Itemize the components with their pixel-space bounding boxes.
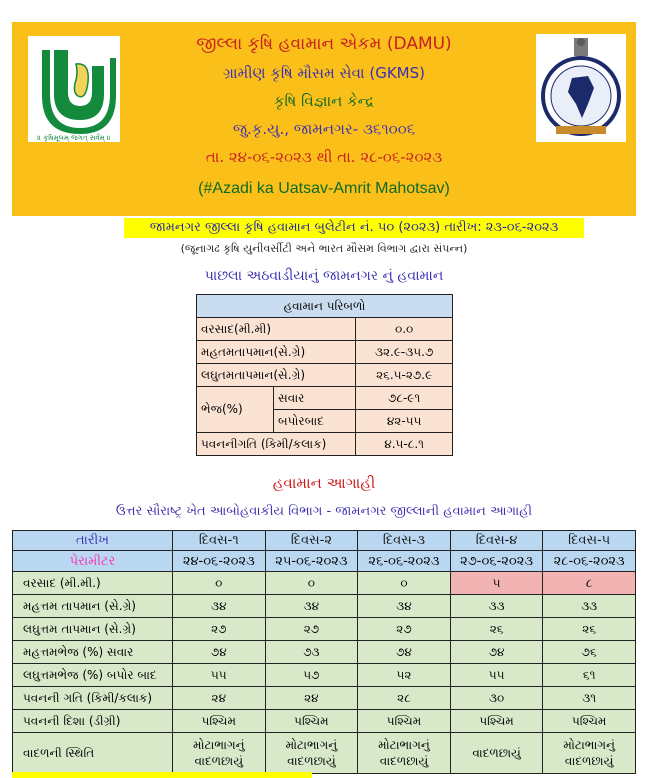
past-week-title: પાછલા અઠવાડીયાનું જામનગર નું હવામાન	[204, 268, 444, 284]
cell-value: ૩૪	[173, 595, 266, 618]
tmin-value: ૨૬.૫-૨૭.૯	[356, 364, 453, 387]
row-label: મહત્તમભેજ (%) સવાર	[13, 641, 173, 664]
kvk-title: કૃષિ વિજ્ઞાન કેન્દ્ર	[273, 92, 375, 110]
cell-value: ૫૨	[358, 664, 451, 687]
cell-value: પશ્ચિમ	[265, 710, 358, 733]
table-row	[13, 641, 636, 664]
cell-value: પશ્ચિમ	[358, 710, 451, 733]
forecast-title: હવામાન આગાહી	[272, 474, 376, 492]
tmin-label: લઘુતમતાપમાન(સે.ગ્રે)	[197, 364, 356, 387]
date-header: ૨૪-૦૬-૨૦૨૩	[173, 551, 266, 572]
date-header: ૨૬-૦૬-૨૦૨૩	[358, 551, 451, 572]
table-row	[13, 710, 636, 733]
table-row	[13, 595, 636, 618]
table-row	[13, 733, 636, 774]
col-date-header: તારીખ	[13, 531, 173, 551]
cell-value: પશ્ચિમ	[543, 710, 636, 733]
forecast-subtitle: ઉત્તર સૌરાષ્ટ્ર ખેત આબોહવાકીય વિભાગ - જામનગર જીલ્લાની હવામાન આગાહી	[115, 504, 533, 519]
tmax-label: મહતમતાપમાન(સે.ગ્રે)	[197, 341, 356, 364]
cell-value: ૨૭	[358, 618, 451, 641]
day-header: દિવસ-૪	[450, 531, 543, 551]
damu-title: જીલ્લા કૃષિ હવામાન એકમ (DAMU)	[196, 34, 452, 54]
cell-value: ૩૪	[358, 595, 451, 618]
cell-value: ૭૪	[173, 641, 266, 664]
forecast-table	[12, 530, 636, 774]
table-row	[13, 618, 636, 641]
col-param-header: પેરામીટર	[13, 551, 173, 572]
humidity-afternoon-value: ૪૨-૫૫	[356, 410, 453, 433]
cell-value: વાદળછાયું	[450, 733, 543, 774]
date-range: તા. ૨૪-૦૬-૨૦૨૩ થી તા. ૨૮-૦૬-૨૦૨૩	[205, 148, 443, 166]
cell-value: ૦	[358, 572, 451, 595]
cell-value: મોટાભાગનું વાદળછાયું	[265, 733, 358, 774]
cell-value: મોટાભાગનું વાદળછાયું	[543, 733, 636, 774]
cell-value: ૨૪	[173, 687, 266, 710]
table-row	[13, 687, 636, 710]
day-header: દિવસ-૫	[543, 531, 636, 551]
cell-value: મોટાભાગનું વાદળછાયું	[173, 733, 266, 774]
cell-value: ૨૮	[358, 687, 451, 710]
past-week-header: હવામાન પરિબળો	[197, 295, 453, 318]
header-banner	[12, 22, 636, 216]
humidity-label: ભેજ(%)	[197, 387, 274, 433]
bulletin-line: જામનગર જીલ્લા કૃષિ હવામાન બુલેટીન નં. ૫૦ (૨૦૨૩) તારીખ: ૨૩-૦૬-૨૦૨૩	[124, 218, 584, 238]
cell-value: ૩૧	[543, 687, 636, 710]
cell-value: ૫	[450, 572, 543, 595]
cell-value: ૮	[543, 572, 636, 595]
cell-value: ૭૩	[265, 641, 358, 664]
cell-value: ૨૭	[265, 618, 358, 641]
cell-value: ૩૦	[450, 687, 543, 710]
cell-value: પશ્ચિમ	[173, 710, 266, 733]
cell-value: ૩૩	[450, 595, 543, 618]
cell-value: ૩૩	[543, 595, 636, 618]
date-header: ૨૮-૦૬-૨૦૨૩	[543, 551, 636, 572]
cell-value: મોટાભાગનું વાદળછાયું	[358, 733, 451, 774]
table-row	[13, 572, 636, 595]
past-week-table	[196, 294, 453, 456]
day-header: દિવસ-૨	[265, 531, 358, 551]
cell-value: ૭૬	[543, 641, 636, 664]
tmax-value: ૩૨.૯-૩૫.૭	[356, 341, 453, 364]
row-label: વાદળની સ્થિતિ	[13, 733, 173, 774]
cell-value: ૦	[173, 572, 266, 595]
row-label: પવનની દિશા (ડીગ્રી)	[13, 710, 173, 733]
cell-value: ૬૧	[543, 664, 636, 687]
cell-value: ૫૫	[450, 664, 543, 687]
row-label: લઘુત્તમભેજ (%) બપોર બાદ	[13, 664, 173, 687]
row-label: પવનની ગતિ (કિમી/કલાક)	[13, 687, 173, 710]
rain-label: વરસાદ(મી.મી)	[197, 318, 356, 341]
gkms-title: ગ્રામીણ કૃષિ મૌસમ સેવા (GKMS)	[222, 64, 425, 82]
cell-value: ૨૬	[450, 618, 543, 641]
day-header: દિવસ-૧	[173, 531, 266, 551]
humidity-morning-label: સવાર	[274, 387, 356, 410]
joint-note: (જૂનાગઢ કૃષિ યુનીવર્સીટી અને ભારત મૌસમ વિભાગ દ્વારા સંપન્ન)	[180, 242, 468, 255]
table-row	[13, 664, 636, 687]
rain-value: ૦.૦	[356, 318, 453, 341]
date-header: ૨૭-૦૬-૨૦૨૩	[450, 551, 543, 572]
cell-value: ૫૭	[265, 664, 358, 687]
cell-value: ૨૪	[265, 687, 358, 710]
address-line: જુ.કૃ.યુ., જામનગર- ૩૬૧૦૦૬	[232, 120, 416, 138]
svg-text:॥ કૃષિમૂલમ્ જગત્ સર્વમ્ ॥: ॥ કૃષિમૂલમ્ જગત્ સર્વમ્ ॥	[37, 134, 111, 142]
cell-value: ૦	[265, 572, 358, 595]
azadi-tagline: (#Azadi ka Uatsav-Amrit Mahotsav)	[198, 180, 450, 197]
university-logo	[28, 36, 120, 142]
cell-value: ૭૪	[358, 641, 451, 664]
date-header: ૨૫-૦૬-૨૦૨૩	[265, 551, 358, 572]
wind-value: ૪.૫-૮.૧	[356, 433, 453, 456]
day-header: દિવસ-૩	[358, 531, 451, 551]
cell-value: પશ્ચિમ	[450, 710, 543, 733]
cell-value: ૫૫	[173, 664, 266, 687]
cell-value: ૨૬	[543, 618, 636, 641]
wind-label: પવનનીગતિ (કિમી/કલાક)	[197, 433, 356, 456]
cell-value: ૨૭	[173, 618, 266, 641]
humidity-afternoon-label: બપોરબાદ	[274, 410, 356, 433]
row-label: મહત્તમ તાપમાન (સે.ગ્રે)	[13, 595, 173, 618]
cell-value: ૩૪	[265, 595, 358, 618]
cell-value: ૭૪	[450, 641, 543, 664]
emblem-seal-logo	[536, 34, 626, 142]
bottom-highlight-strip	[12, 772, 312, 778]
humidity-morning-value: ૭૮-૯૧	[356, 387, 453, 410]
row-label: લઘુત્તમ તાપમાન (સે.ગ્રે)	[13, 618, 173, 641]
row-label: વરસાદ (મી.મી.)	[13, 572, 173, 595]
